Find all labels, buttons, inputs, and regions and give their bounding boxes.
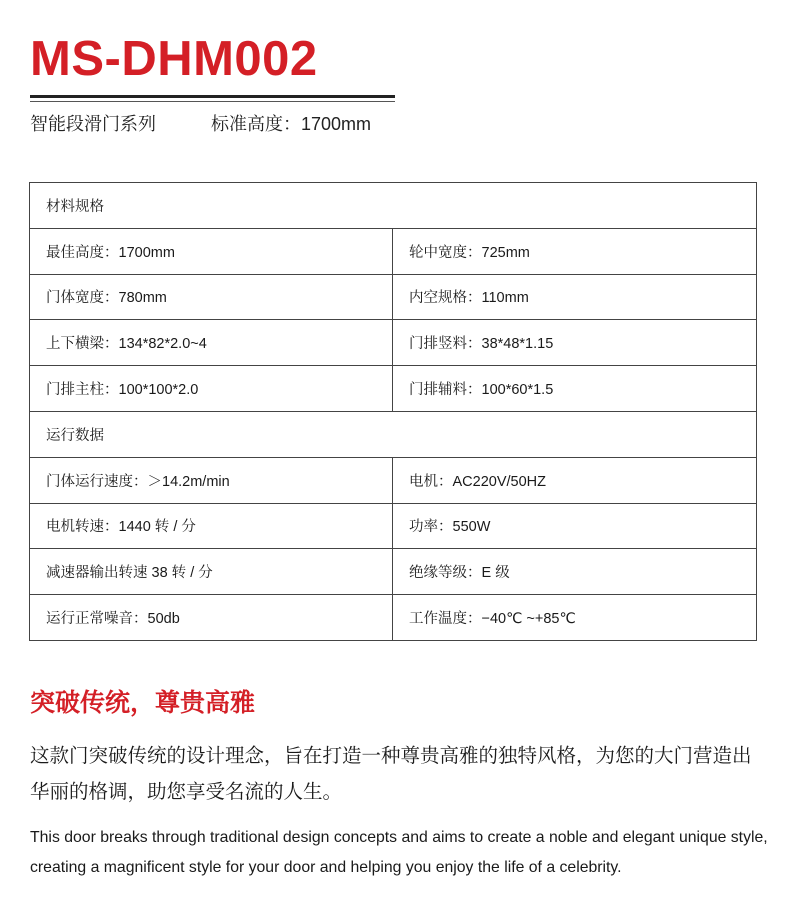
section-header-material xyxy=(30,183,757,229)
spec-cell-insulation: 绝缘等级：E 级 xyxy=(393,549,757,595)
table-row xyxy=(30,503,757,549)
section-header-operation xyxy=(30,411,757,457)
spec-cell-motor-rpm: 电机转速：1440 转 / 分 xyxy=(30,503,393,549)
table-row xyxy=(30,549,757,595)
description-english: This door breaks through traditional design concepts and aims to create a noble and elegant unique style, creating a magnificent style for your door and helping you enjoy the life of a celebrity. xyxy=(30,829,768,876)
spec-cell-door-width: 门体宽度：780mm xyxy=(30,274,393,320)
table-row xyxy=(30,595,757,641)
table-row xyxy=(30,228,757,274)
spec-cell-main-post: 门排主柱：100*100*2.0 xyxy=(30,366,393,412)
spec-table xyxy=(29,182,757,641)
table-row xyxy=(30,366,757,412)
spec-cell-noise: 运行正常噪音：50db xyxy=(30,595,393,641)
spec-cell-temperature: 工作温度：−40℃ ~+85℃ xyxy=(393,595,757,641)
title-underline xyxy=(30,95,395,98)
table-row xyxy=(30,274,757,320)
spec-cell-vertical-bar: 门排竖料：38*48*1.15 xyxy=(393,320,757,366)
slogan-heading: 突破传统，尊贵高雅 xyxy=(30,689,256,717)
model-title: MS-DHM002 xyxy=(30,32,318,86)
standard-height: 标准高度：1700mm xyxy=(211,114,372,134)
spec-cell-power: 功率：550W xyxy=(393,503,757,549)
subtitle-row xyxy=(30,111,371,137)
product-series: 智能段滑门系列 xyxy=(30,114,156,134)
spec-cell-inner-spec: 内空规格：110mm xyxy=(393,274,757,320)
table-row xyxy=(30,457,757,503)
spec-cell-reducer-rpm: 减速器输出转速 38 转 / 分 xyxy=(30,549,393,595)
title-underline-thin xyxy=(30,101,395,102)
spec-cell-speed: 门体运行速度：＞14.2m/min xyxy=(30,457,393,503)
spec-cell-auxiliary: 门排辅料：100*60*1.5 xyxy=(393,366,757,412)
table-row xyxy=(30,320,757,366)
spec-cell-optimal-height: 最佳高度：1700mm xyxy=(30,228,393,274)
description-chinese: 这款门突破传统的设计理念，旨在打造一种尊贵高雅的独特风格，为您的大门营造出华丽的格调，助您享受名流的人生。 xyxy=(30,745,752,803)
section-title-operation: 运行数据 xyxy=(30,411,757,457)
spec-cell-crossbeam: 上下横梁：134*82*2.0~4 xyxy=(30,320,393,366)
spec-cell-motor: 电机：AC220V/50HZ xyxy=(393,457,757,503)
section-title-material: 材料规格 xyxy=(30,183,757,229)
spec-cell-wheel-width: 轮中宽度：725mm xyxy=(393,228,757,274)
